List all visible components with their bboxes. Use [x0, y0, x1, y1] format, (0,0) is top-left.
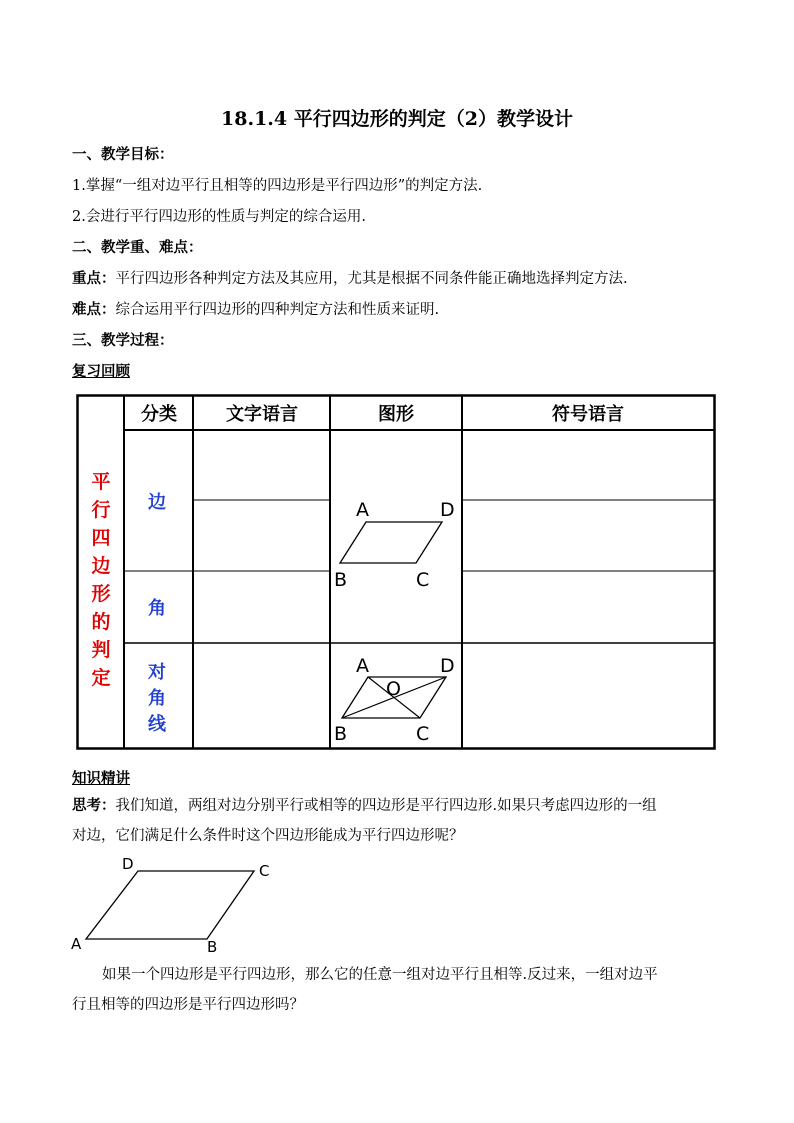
vertex-label: C: [416, 569, 430, 591]
goal-1: 1.掌握“一组对边平行且相等的四边形是平行四边形”的判定方法.: [72, 178, 483, 194]
knowledge-heading: 知识精讲: [72, 770, 130, 787]
header-text-language: 文字语言: [226, 404, 298, 425]
row-label-diagonal: 角: [148, 688, 166, 709]
process-heading: 三、教学过程：: [72, 332, 174, 349]
page-title: 18.1.4 平行四边形的判定（2）教学设计: [221, 108, 573, 130]
header-figure: 图形: [378, 404, 414, 425]
vertex-label: A: [356, 499, 369, 521]
vertex-label: C: [416, 723, 430, 745]
side-char: 定: [91, 667, 111, 689]
vertex-label: D: [440, 499, 455, 521]
vertex-label: B: [207, 938, 218, 956]
row-label-angle: 角: [148, 598, 166, 619]
row-label-edge: 边: [148, 492, 166, 513]
key-point: [72, 267, 628, 288]
side-char: 行: [91, 499, 111, 521]
side-char: 边: [91, 555, 111, 577]
goals-heading: 一、教学目标：: [72, 146, 174, 163]
side-char: 平: [91, 471, 111, 493]
think-text-1: 我们知道，两组对边分别平行或相等的四边形是平行四边形.如果只考虑四边形的一组: [115, 798, 657, 814]
think-label: 思考：: [72, 797, 116, 814]
difficult-point: [72, 298, 439, 319]
header-symbol-language: 符号语言: [552, 404, 624, 425]
row-label-diagonal: 对: [148, 662, 166, 683]
closing-line-1: 如果一个四边形是平行四边形，那么它的任意一组对边平行且相等.反过来，一组对边平: [102, 967, 658, 983]
side-label: [91, 471, 111, 689]
vertex-label: D: [440, 655, 455, 677]
closing-line-2: 行且相等的四边形是平行四边形吗？: [72, 997, 304, 1013]
think-paragraph: [72, 791, 724, 851]
goal-2: 2.会进行平行四边形的性质与判定的综合运用.: [72, 209, 366, 225]
side-char: 形: [91, 583, 111, 605]
vertex-label: A: [356, 655, 369, 677]
vertex-label: A: [71, 935, 82, 953]
side-char: 四: [91, 527, 111, 549]
think-parallelogram-figure: [66, 852, 286, 962]
vertex-label: B: [334, 723, 348, 745]
key-text: 平行四边形各种判定方法及其应用，尤其是根据不同条件能正确地选择判定方法.: [115, 271, 628, 287]
vertex-label: B: [334, 569, 348, 591]
row-label-diagonal: 线: [148, 714, 166, 735]
side-char: 的: [91, 611, 111, 633]
diff-label: 难点：: [72, 301, 116, 318]
review-table: [76, 394, 718, 752]
diff-text: 综合运用平行四边形的四种判定方法和性质来证明.: [115, 302, 440, 318]
think-text-2: 对边，它们满足什么条件时这个四边形能成为平行四边形呢？: [72, 828, 464, 844]
vertex-label: C: [259, 862, 270, 880]
key-label: 重点：: [72, 270, 116, 287]
header-category: 分类: [141, 404, 177, 425]
parallelogram-figure: [334, 499, 455, 591]
center-label: O: [386, 678, 401, 700]
parallelogram-diagonals-figure: [334, 655, 455, 745]
review-heading: 复习回顾: [72, 363, 130, 380]
vertex-label: D: [122, 855, 134, 873]
keypoints-heading: 二、教学重、难点：: [72, 239, 203, 256]
side-char: 判: [91, 639, 111, 661]
closing-paragraph: [72, 960, 724, 1020]
